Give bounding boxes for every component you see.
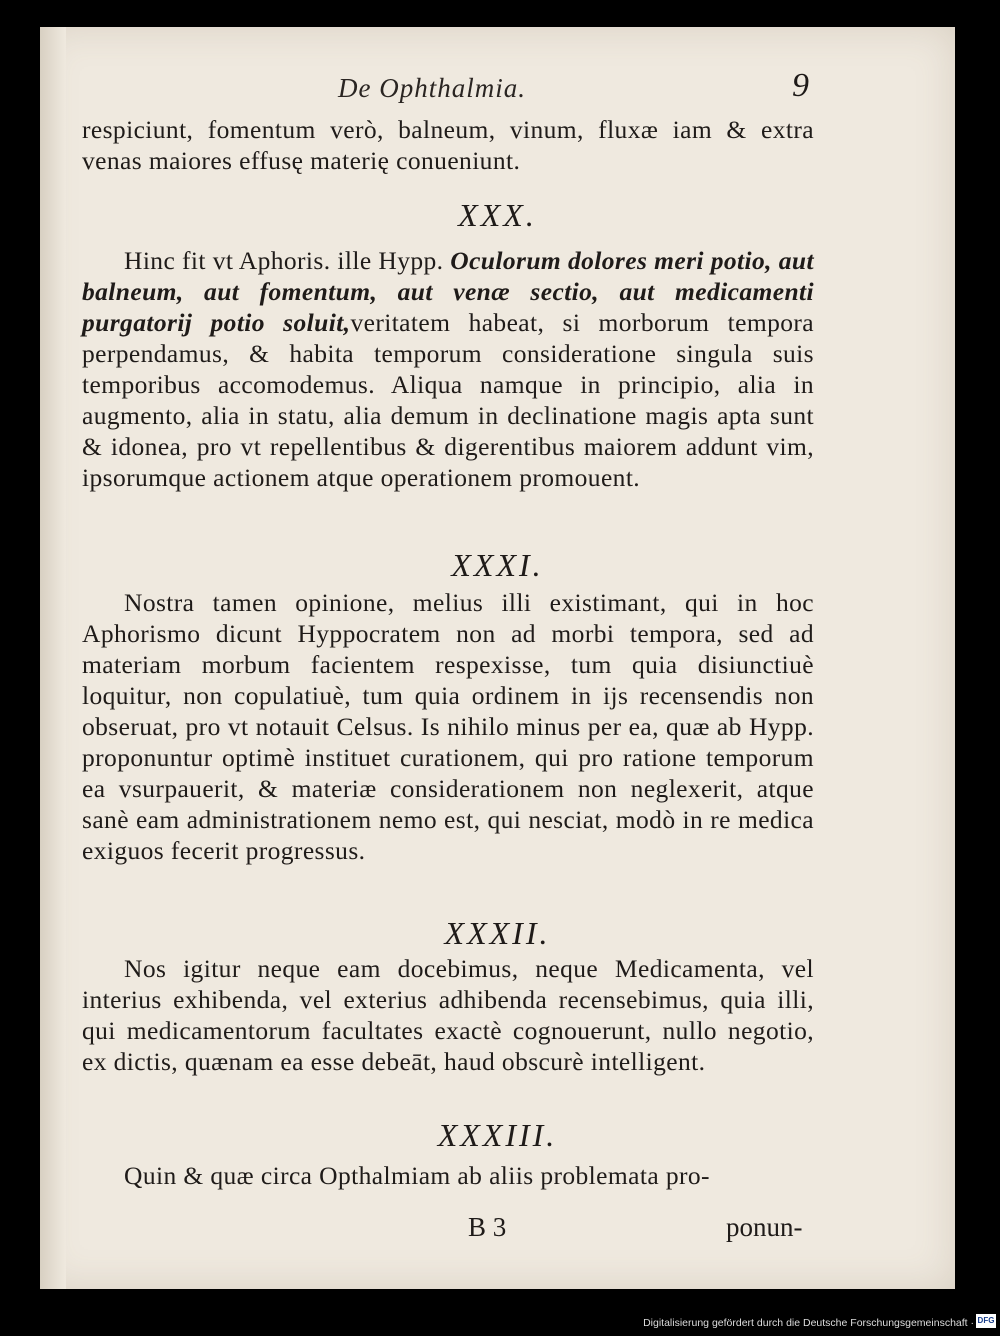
catchword: ponun- xyxy=(726,1212,803,1242)
page-number: 9 xyxy=(792,67,809,104)
running-title: De Ophthalmia. xyxy=(338,73,526,103)
paragraph-xxx-rest: veritatem habeat, si morborum tempora perpendamus, & habita temporum consideratione singula suis temporibus accomodemus. Aliqua namque in principio, alia in augmento, alia in statu, alia demum in declinatione magis apta sunt & idonea, pro vt repellentibus & digerentibus maiorem addunt vim, ipsorumque actionem atque operationem promouent. xyxy=(82,308,814,492)
section-heading-xxxii: XXXII. xyxy=(444,915,551,951)
paragraph-xxxii: Nos igitur neque eam docebimus, neque Medicamenta, vel interius exhibenda, vel exterius adhibenda recensebimus, quia illi, qui medicamentorum facultates exactè cognouerunt, nullo negotio, ex dictis, quænam ea esse debeāt, haud obscurè intelligent. xyxy=(82,954,814,1076)
section-heading-xxxiii: XXXIII. xyxy=(437,1117,558,1153)
page-footer xyxy=(40,1212,955,1252)
paragraph-xxxiii: Quin & quæ circa Opthalmiam ab aliis problemata pro- xyxy=(124,1161,710,1190)
digitization-credit: Digitalisierung gefördert durch die Deutsche Forschungsgemeinschaft · xyxy=(643,1317,974,1329)
aphorism-quote: Oculorum dolores meri potio, aut balneum, aut fomentum, aut venæ sectio, aut medicamenti purgatorij potio soluit, xyxy=(82,246,814,337)
book-page xyxy=(40,27,955,1289)
paragraph-xxxi: Nostra tamen opinione, melius illi existimant, qui in hoc Aphorismo dicunt Hyppocratem non ad morbi tempora, sed ad materiam morbum facientem respexisse, tum quia disiunctiuè loquitur, non copulatiuè, tum quia ordinem in ijs recensendis non obseruat, pro vt notauit Celsus. Is nihilo minus per ea, quæ ab Hypp. proponuntur optimè instituet curationem, qui pro ratione temporum ea vsurpauerit, & materiæ considerationem non neglexerit, atque sanè eam administrationem nemo est, qui nesciat, modò in re medica exiguos fecerit progressus. xyxy=(82,588,814,865)
paragraph-xxx-lead: Hinc fit vt Aphoris. ille Hypp. xyxy=(124,246,444,275)
section-heading-xxxi: XXXI. xyxy=(451,547,544,583)
page-header xyxy=(40,67,955,117)
dfg-logo: DFG xyxy=(976,1314,996,1328)
paragraph-top: respiciunt, fomentum verò, balneum, vinum, fluxæ iam & extra venas maiores effusę materię conueniunt. xyxy=(82,115,814,175)
paragraph-xxx xyxy=(82,245,814,493)
section-heading-xxx: XXX. xyxy=(458,197,537,233)
signature-mark: B 3 xyxy=(468,1212,507,1242)
